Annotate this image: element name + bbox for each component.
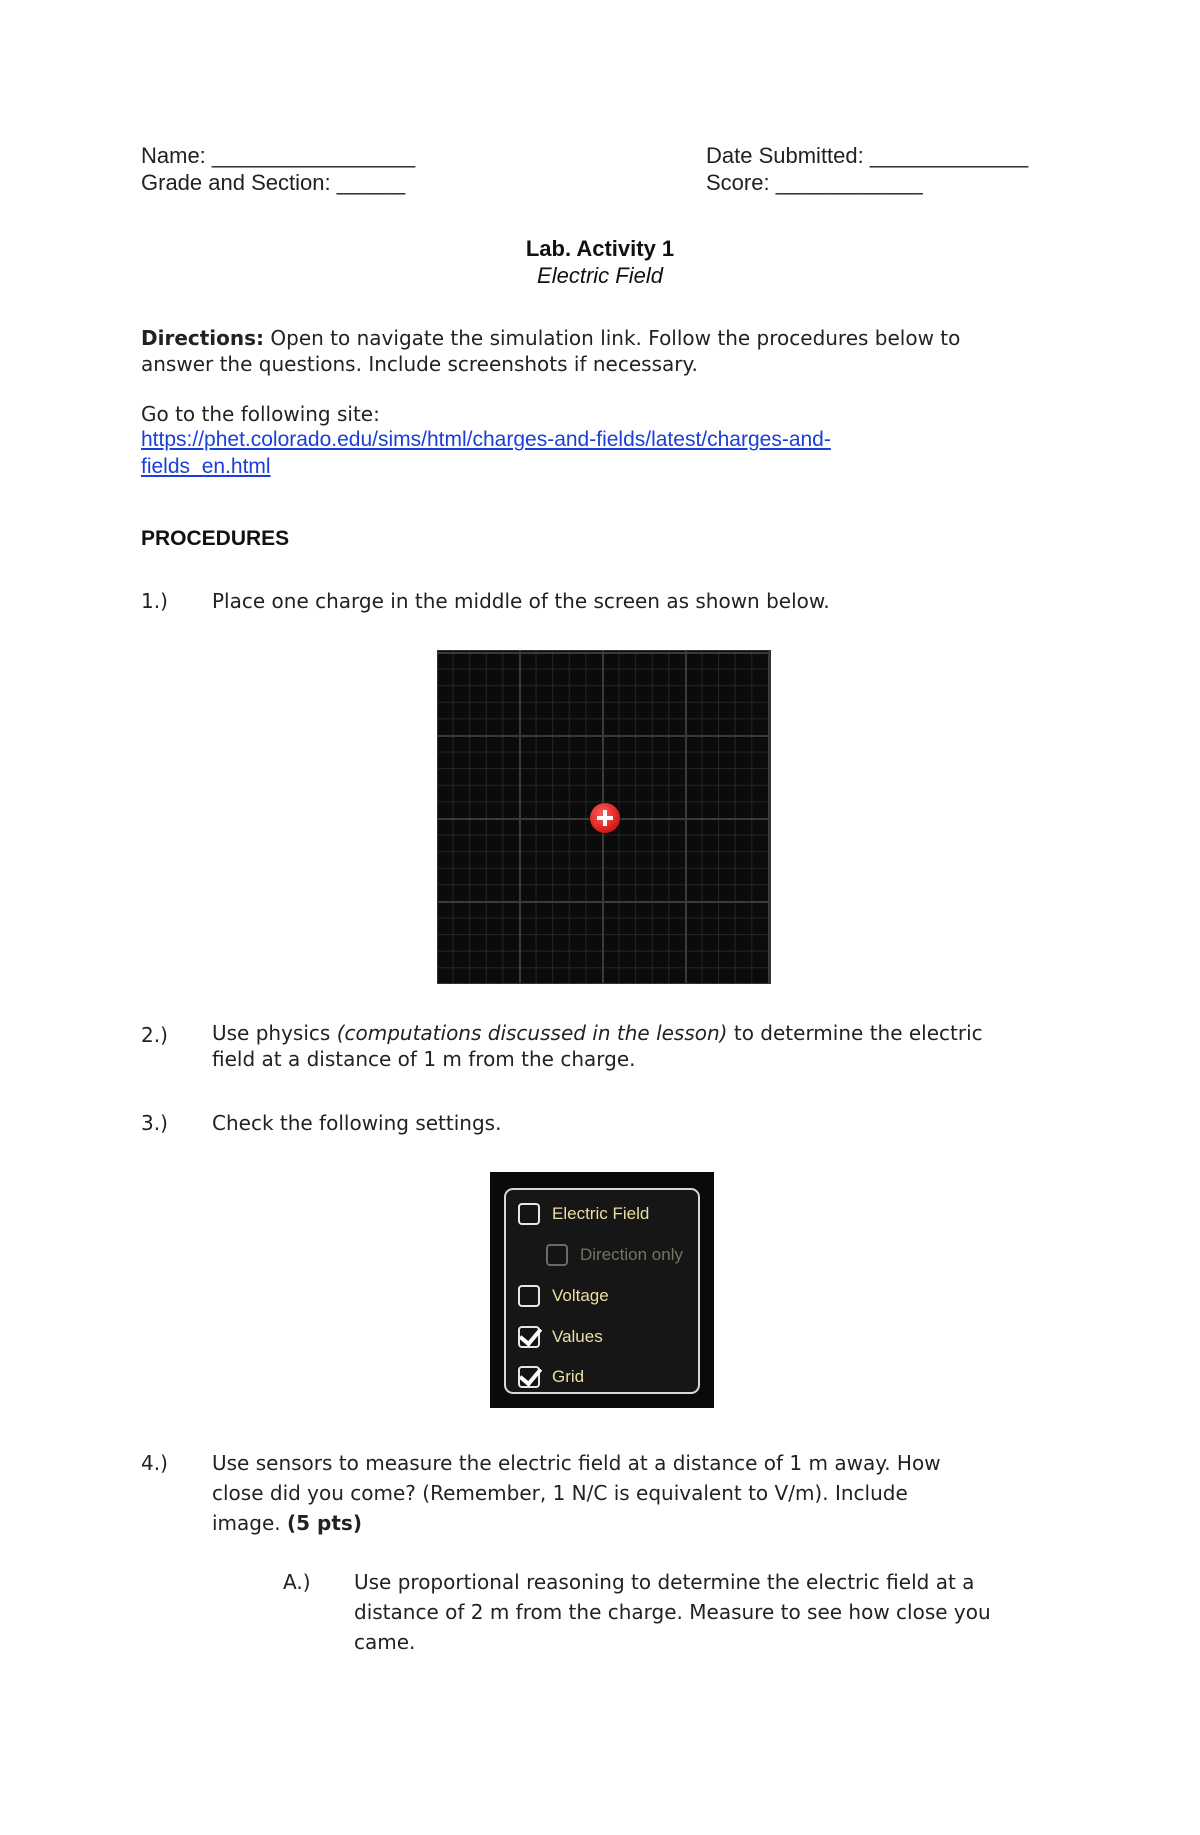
- option-grid: [518, 1364, 584, 1390]
- date-blank: ______________: [869, 143, 1028, 168]
- score-blank: _____________: [775, 170, 922, 195]
- step-1-number: 1.): [141, 589, 168, 613]
- procedures-heading: PROCEDURES: [141, 527, 290, 550]
- name-blank: __________________: [211, 143, 415, 168]
- checkbox-electric-field: [518, 1203, 540, 1225]
- step-4-text: [212, 1448, 1092, 1538]
- directions: [141, 325, 1081, 377]
- step-3-number: 3.): [141, 1111, 168, 1135]
- option-values: [518, 1324, 603, 1350]
- step-a-number: A.): [283, 1570, 311, 1594]
- score-label: Score:: [706, 170, 776, 195]
- simulation-grid-image: [437, 650, 771, 984]
- step-3-text: Check the following settings.: [212, 1111, 502, 1135]
- step-4-line-1: Use sensors to measure the electric field at a distance of 1 m away. How: [212, 1451, 941, 1475]
- directions-text-1: Open to navigate the simulation link. Follow the procedures below to: [264, 326, 961, 350]
- directions-text-2: answer the questions. Include screenshots if necessary.: [141, 352, 698, 376]
- step-2-italic: (computations discussed in the lesson): [336, 1021, 728, 1045]
- step-2-text: [212, 1020, 1092, 1072]
- option-direction-only: [546, 1242, 683, 1268]
- site-link[interactable]: [141, 427, 831, 481]
- settings-panel-image: [490, 1172, 714, 1408]
- date-label: Date Submitted:: [706, 143, 870, 168]
- option-label: Direction only: [580, 1245, 683, 1264]
- step-4-line-2: close did you come? (Remember, 1 N/C is equivalent to V/m). Include: [212, 1481, 908, 1505]
- positive-charge-icon: [590, 803, 620, 833]
- step-a-line-1: Use proportional reasoning to determine the electric field at a: [354, 1570, 975, 1594]
- name-field: [141, 142, 414, 169]
- page-title: Lab. Activity 1: [525, 236, 675, 261]
- site-url-line-1[interactable]: https://phet.colorado.edu/sims/html/charges-and-fields/latest/charges-and-: [141, 428, 831, 451]
- settings-panel-frame: [504, 1188, 700, 1394]
- step-4-line-3: image.: [212, 1511, 288, 1535]
- directions-label: Directions:: [141, 326, 265, 350]
- option-electric-field: [518, 1201, 649, 1227]
- step-a-line-2: distance of 2 m from the charge. Measure to see how close you: [354, 1600, 991, 1624]
- name-label: Name:: [141, 143, 212, 168]
- checkbox-direction-only: [546, 1244, 568, 1266]
- option-label: Values: [552, 1327, 603, 1346]
- site-intro: Go to the following site:: [141, 402, 380, 426]
- checkbox-voltage: [518, 1285, 540, 1307]
- step-2-pre: Use physics: [212, 1021, 337, 1045]
- site-url-line-2[interactable]: fields_en.html: [141, 455, 271, 478]
- option-label: Voltage: [552, 1286, 609, 1305]
- step-1-text: Place one charge in the middle of the screen as shown below.: [212, 589, 830, 613]
- score-field: [706, 169, 922, 196]
- step-a-line-3: came.: [354, 1630, 416, 1654]
- option-label: Grid: [552, 1367, 585, 1386]
- step-2-line-2: field at a distance of 1 m from the charge.: [212, 1047, 636, 1071]
- option-label: Electric Field: [552, 1204, 650, 1223]
- grade-blank: ______: [336, 170, 405, 195]
- checkbox-grid-checked: [518, 1366, 540, 1388]
- grade-field: [141, 169, 404, 196]
- step-4-number: 4.): [141, 1451, 168, 1475]
- step-2-post: to determine the electric: [727, 1021, 983, 1045]
- step-4-points: (5 pts): [287, 1511, 362, 1535]
- page-subtitle: Electric Field: [537, 263, 663, 288]
- date-field: [706, 142, 1027, 169]
- grade-label: Grade and Section:: [141, 170, 337, 195]
- step-2-number: 2.): [141, 1023, 168, 1047]
- option-voltage: [518, 1283, 609, 1309]
- step-a-text: [354, 1567, 1114, 1657]
- checkbox-values-checked: [518, 1326, 540, 1348]
